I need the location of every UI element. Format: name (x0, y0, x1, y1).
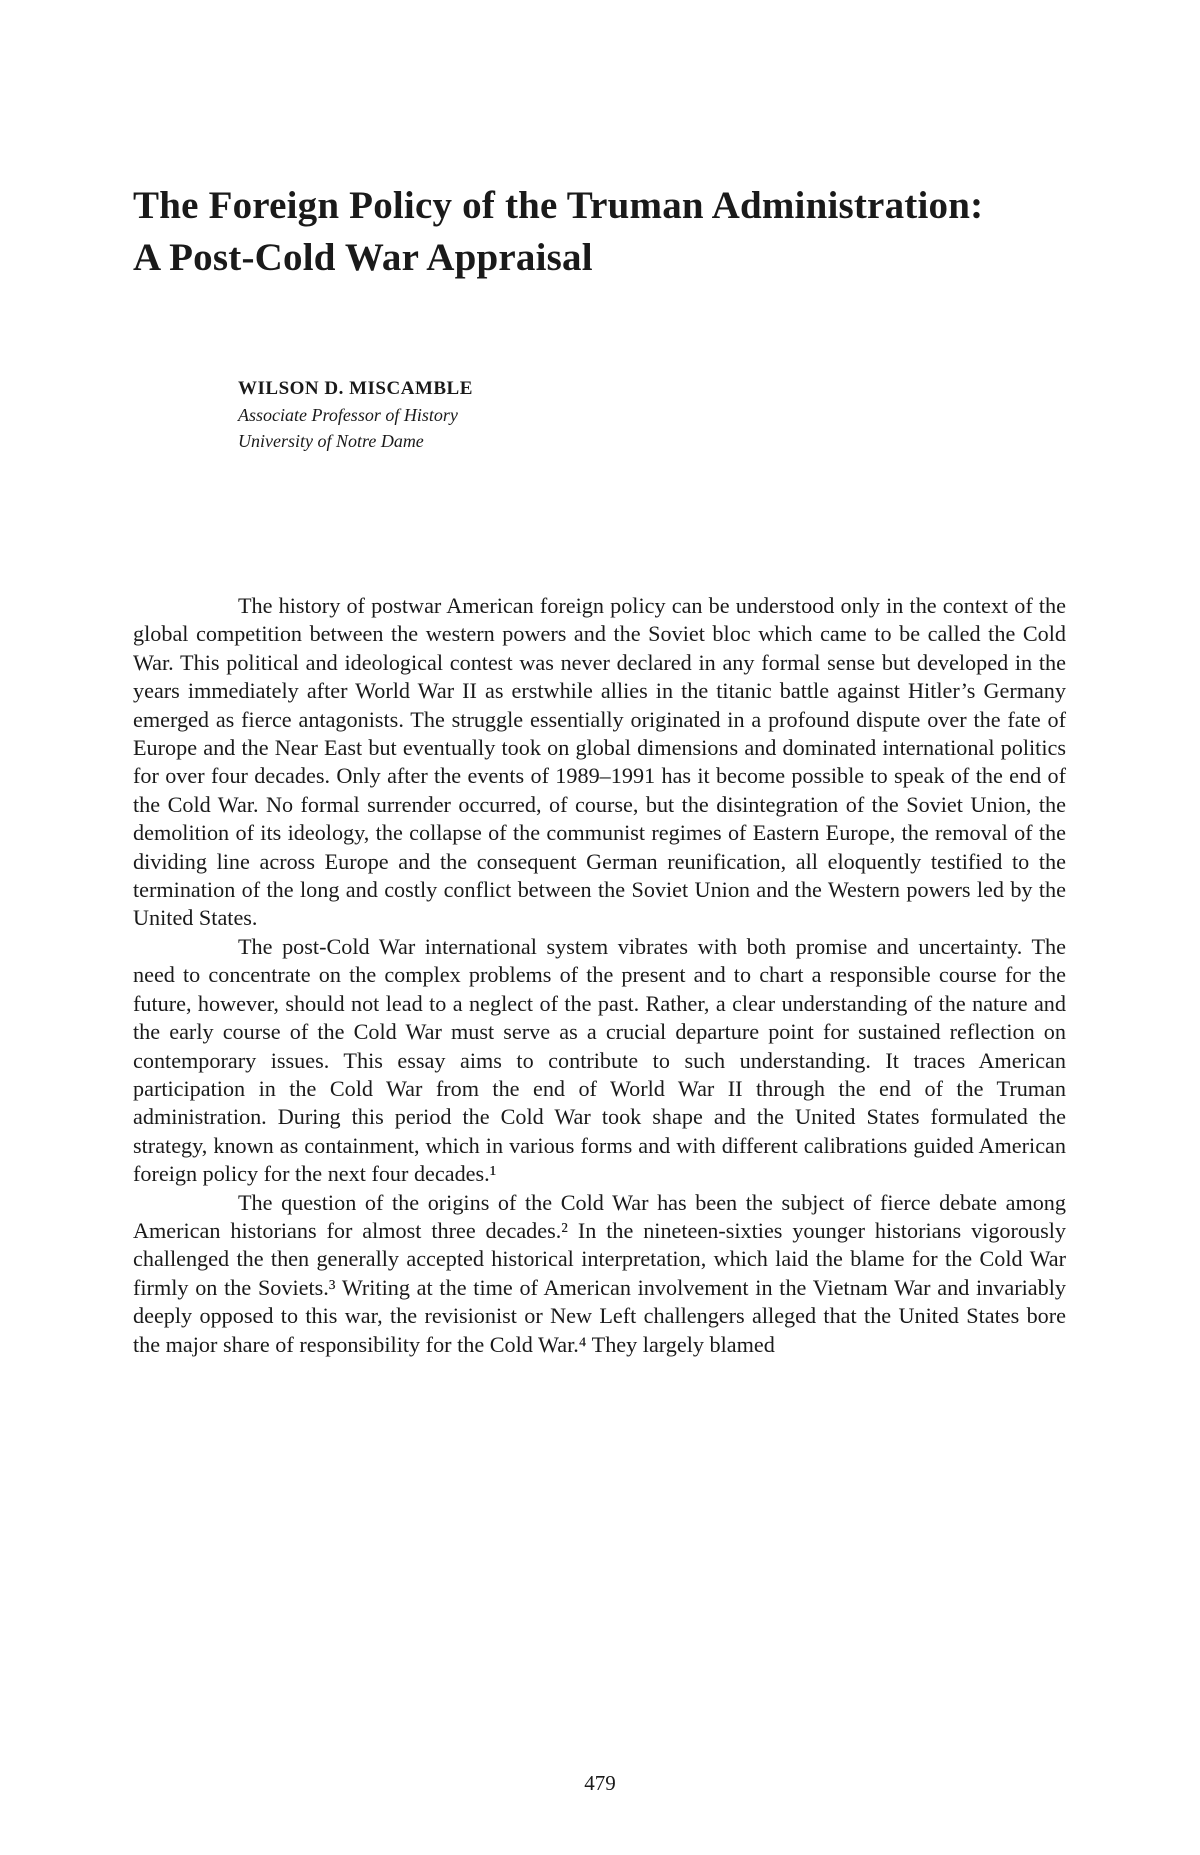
author-block (238, 376, 838, 454)
article-title-line-2: A Post-Cold War Appraisal (133, 236, 593, 279)
article-title (133, 180, 1083, 284)
body-paragraph: The history of postwar American foreign policy can be understood only in the context of the global competition between the western powers and the Soviet bloc which came to be called the Cold War. This political and ideological contest was never declared in any formal sense but developed in the years immediately after World War II as erstwhile allies in the titanic battle against Hitler’s Germany emerged as fierce antagonists. The struggle essentially originated in a profound dispute over the fate of Europe and the Near East but eventually took on global dimensions and dominated international politics for over four decades. Only after the events of 1989–1991 has it become possible to speak of the end of the Cold War. No formal surrender occurred, of course, but the disintegration of the Soviet Union, the demolition of its ideology, the collapse of the communist regimes of Eastern Europe, the removal of the dividing line across Europe and the consequent German reunification, all eloquently testified to the termination of the long and costly conflict between the Soviet Union and the Western powers led by the United States. (133, 593, 1066, 931)
page-number: 479 (584, 1771, 616, 1795)
body-paragraph: The post-Cold War international system vibrates with both promise and uncertainty. The need to concentrate on the complex problems of the present and to chart a responsible course for the future, however, should not lead to a neglect of the past. Rather, a clear understanding of the nature and the early course of the Cold War must serve as a crucial departure point for sustained reflection on contemporary issues. This essay aims to contribute to such understanding. It traces American participation in the Cold War from the end of World War II through the end of the Truman administration. During this period the Cold War took shape and the United States formulated the strategy, known as containment, which in various forms and with different calibrations guided American foreign policy for the next four decades.¹ (133, 933, 1066, 1187)
author-institution: University of Notre Dame (238, 431, 424, 451)
author-name: WILSON D. MISCAMBLE (238, 378, 473, 399)
article-title-line-1: The Foreign Policy of the Truman Administration: (133, 184, 984, 227)
author-position: Associate Professor of History (238, 405, 458, 425)
article-body (133, 592, 1066, 1359)
body-paragraph: The question of the origins of the Cold War has been the subject of fierce debate among American historians for almost three decades.² In the nineteen-sixties younger historians vigorously challenged the then generally accepted historical interpretation, which laid the blame for the Cold War firmly on the Soviets.³ Writing at the time of American involvement in the Vietnam War and invariably deeply opposed to this war, the revisionist or New Left challengers alleged that the United States bore the major share of responsibility for the Cold War.⁴ They largely blamed (133, 1189, 1066, 1357)
